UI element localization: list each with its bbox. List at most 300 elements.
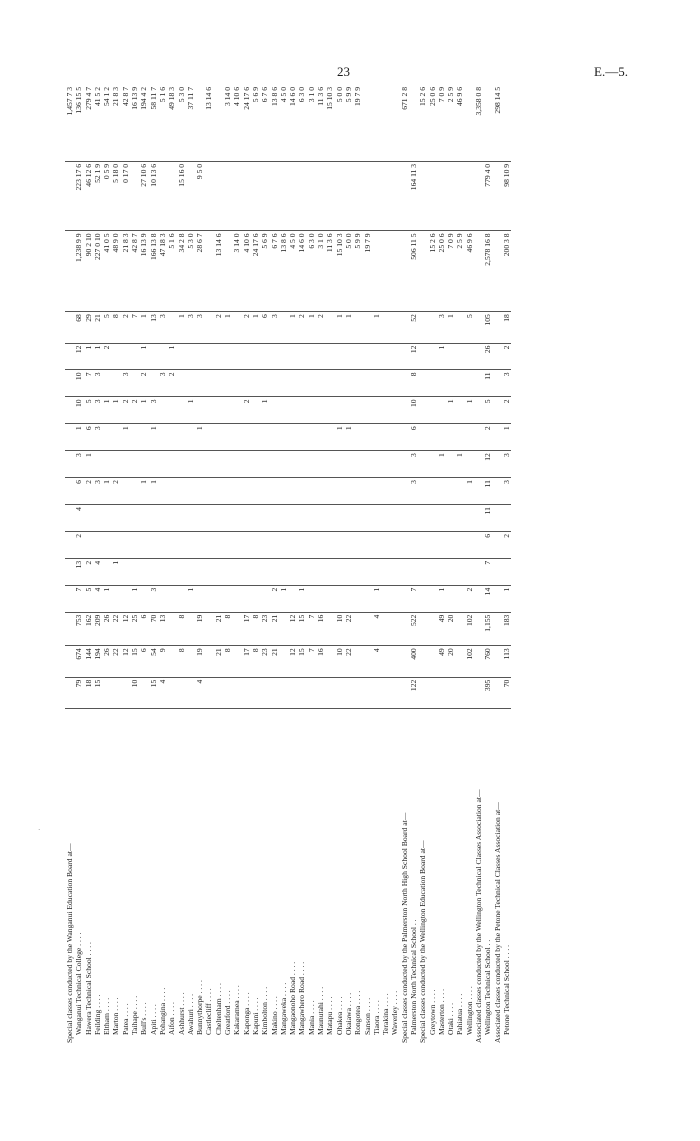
- cell-col-7: [474, 505, 483, 532]
- cell-col-16: [335, 161, 344, 231]
- cell-col-7: [214, 505, 223, 532]
- cell-col-5: [344, 558, 353, 585]
- cell-col-5: 2: [84, 558, 93, 585]
- cell-col-14: [279, 312, 288, 343]
- cell-col-1: [465, 677, 474, 708]
- cell-col-16: [204, 161, 213, 231]
- cell-col-5: [130, 558, 139, 585]
- cell-col-4: [251, 585, 260, 612]
- cell-col-15: 90 2 10: [84, 231, 93, 312]
- cell-col-13: [372, 343, 381, 370]
- cell-col-10: 1: [149, 424, 158, 451]
- cell-col-5: [297, 558, 306, 585]
- cell-col-7: 4: [74, 505, 83, 532]
- cell-col-8: [195, 478, 204, 505]
- cell-col-16: [186, 161, 195, 231]
- cell-col-9: [400, 451, 409, 478]
- cell-col-11: [418, 397, 427, 424]
- table-row: [372, 85, 381, 1045]
- cell-col-1: [65, 677, 74, 708]
- cell-col-4: [195, 585, 204, 612]
- cell-total: [409, 85, 418, 161]
- cell-col-6: [121, 531, 130, 558]
- cell-col-1: [400, 677, 409, 708]
- cell-col-8: 1: [465, 478, 474, 505]
- cell-col-8: [428, 478, 437, 505]
- cell-col-2: 674: [74, 646, 83, 677]
- cell-col-16: [428, 161, 437, 231]
- cell-col-15: 6 7 6: [270, 231, 279, 312]
- cell-col-10: 1: [195, 424, 204, 451]
- cell-col-10: [242, 424, 251, 451]
- cell-col-16: [307, 161, 316, 231]
- cell-col-13: [493, 343, 502, 370]
- row-label: Bull's . . . .: [139, 1002, 149, 1035]
- cell-col-8: [474, 478, 483, 505]
- cell-col-16: [400, 161, 409, 231]
- cell-col-16: [465, 161, 474, 231]
- cell-col-6: [260, 531, 269, 558]
- cell-col-4: [474, 585, 483, 612]
- cell-col-3: 25: [130, 612, 139, 646]
- cell-col-5: [437, 558, 446, 585]
- row-label: Castlecliff . . . .: [204, 988, 214, 1035]
- table-row: [437, 85, 446, 1045]
- cell-col-10: [400, 424, 409, 451]
- cell-col-16: 10 13 6: [149, 161, 158, 231]
- cell-col-9: [372, 451, 381, 478]
- cell-col-5: [242, 558, 251, 585]
- cell-col-4: [232, 585, 241, 612]
- cell-col-6: [455, 531, 464, 558]
- table-row: [186, 85, 195, 1045]
- cell-col-14: 5: [102, 312, 111, 343]
- cell-total: 19 7 9: [353, 85, 362, 161]
- cell-col-1: [428, 677, 437, 708]
- cell-col-16: [372, 161, 381, 231]
- cell-col-14: 3: [270, 312, 279, 343]
- cell-col-1: 395: [483, 677, 492, 708]
- cell-col-13: 2: [502, 343, 511, 370]
- cell-col-4: [177, 585, 186, 612]
- cell-col-8: [437, 478, 446, 505]
- cell-col-5: [372, 558, 381, 585]
- cell-col-5: [204, 558, 213, 585]
- row-label: Eltham . . . .: [102, 997, 112, 1035]
- cell-total: [214, 85, 223, 161]
- cell-col-15: [65, 231, 74, 312]
- cell-col-6: [84, 531, 93, 558]
- cell-col-9: [242, 451, 251, 478]
- cell-col-11: [288, 397, 297, 424]
- cell-col-6: [223, 531, 232, 558]
- cell-col-13: [186, 343, 195, 370]
- table-row: [167, 85, 176, 1045]
- cell-col-10: [167, 424, 176, 451]
- cell-col-4: [158, 585, 167, 612]
- cell-col-7: [428, 505, 437, 532]
- cell-col-7: [465, 505, 474, 532]
- cell-col-11: 2: [502, 397, 511, 424]
- cell-col-9: [149, 451, 158, 478]
- table-row: [493, 85, 502, 1045]
- cell-total: 3,358 0 8: [474, 85, 483, 161]
- cell-col-6: [400, 531, 409, 558]
- cell-col-5: [167, 558, 176, 585]
- cell-col-7: [372, 505, 381, 532]
- cell-col-12: [344, 370, 353, 397]
- cell-col-10: [446, 424, 455, 451]
- cell-col-7: [84, 505, 93, 532]
- cell-col-6: [232, 531, 241, 558]
- cell-col-5: [195, 558, 204, 585]
- cell-col-8: 3: [502, 478, 511, 505]
- cell-col-2: 12: [121, 646, 130, 677]
- cell-col-4: [288, 585, 297, 612]
- cell-col-6: [270, 531, 279, 558]
- cell-col-3: 522: [409, 612, 418, 646]
- cell-col-8: [251, 478, 260, 505]
- cell-col-14: 1: [223, 312, 232, 343]
- cell-total: 136 15 5: [74, 85, 83, 161]
- cell-col-9: 1: [437, 451, 446, 478]
- cell-col-15: 21 8 3: [121, 231, 130, 312]
- cell-col-14: 2: [121, 312, 130, 343]
- row-label: Palmerston North Technical School . .: [408, 919, 418, 1035]
- table-row: [111, 85, 120, 1045]
- cell-col-7: [316, 505, 325, 532]
- cell-col-7: [270, 505, 279, 532]
- cell-col-11: [204, 397, 213, 424]
- cell-col-4: [242, 585, 251, 612]
- cell-col-12: [242, 370, 251, 397]
- cell-col-1: [316, 677, 325, 708]
- cell-col-8: [177, 478, 186, 505]
- cell-col-5: [270, 558, 279, 585]
- cell-col-1: [223, 677, 232, 708]
- cell-col-8: [446, 478, 455, 505]
- cell-col-2: 10: [335, 646, 344, 677]
- cell-col-12: [232, 370, 241, 397]
- cell-total: [465, 85, 474, 161]
- cell-col-12: [251, 370, 260, 397]
- cell-col-1: [307, 677, 316, 708]
- cell-col-9: 1: [84, 451, 93, 478]
- cell-col-1: 15: [149, 677, 158, 708]
- cell-col-5: [102, 558, 111, 585]
- cell-col-16: 0 5 9: [102, 161, 111, 231]
- cell-col-2: [428, 646, 437, 677]
- cell-col-2: 21: [214, 646, 223, 677]
- cell-col-13: [204, 343, 213, 370]
- cell-col-10: [158, 424, 167, 451]
- cell-col-2: 8: [223, 646, 232, 677]
- cell-col-1: [288, 677, 297, 708]
- cell-col-8: [335, 478, 344, 505]
- cell-col-13: [316, 343, 325, 370]
- cell-col-2: 15: [297, 646, 306, 677]
- cell-col-13: [465, 343, 474, 370]
- table-row: [204, 85, 213, 1045]
- cell-col-14: 1: [251, 312, 260, 343]
- cell-col-4: [204, 585, 213, 612]
- cell-col-5: [381, 558, 390, 585]
- cell-col-7: [502, 505, 511, 532]
- cell-col-3: 26: [102, 612, 111, 646]
- cell-col-6: [177, 531, 186, 558]
- cell-col-6: [474, 531, 483, 558]
- cell-col-3: 753: [74, 612, 83, 646]
- cell-col-8: 11: [483, 478, 492, 505]
- cell-col-9: [251, 451, 260, 478]
- cell-total: [390, 85, 399, 161]
- row-label: Wellington Technical School . .: [483, 939, 493, 1035]
- cell-total: 37 11 7: [186, 85, 195, 161]
- cell-col-10: [270, 424, 279, 451]
- row-label: Bunnythorpe . . . .: [195, 980, 205, 1035]
- cell-col-12: 2: [167, 370, 176, 397]
- cell-col-3: 7: [307, 612, 316, 646]
- cell-total: 49 18 3: [167, 85, 176, 161]
- cell-col-5: [390, 558, 399, 585]
- cell-col-1: [102, 677, 111, 708]
- cell-col-13: [400, 343, 409, 370]
- cell-col-9: [474, 451, 483, 478]
- cell-total: 21 8 3: [111, 85, 120, 161]
- cell-col-11: 1: [260, 397, 269, 424]
- cell-col-16: [65, 161, 74, 231]
- cell-col-6: 2: [74, 531, 83, 558]
- cell-col-9: [307, 451, 316, 478]
- cell-col-9: [390, 451, 399, 478]
- cell-col-15: 200 3 8: [502, 231, 511, 312]
- cell-col-7: [344, 505, 353, 532]
- table-row: [251, 85, 260, 1045]
- cell-col-2: 8: [177, 646, 186, 677]
- cell-col-15: 25 0 6: [437, 231, 446, 312]
- cell-col-6: [102, 531, 111, 558]
- row-label: Mangaonoho Road . . . .: [288, 961, 298, 1035]
- cell-col-16: [297, 161, 306, 231]
- cell-col-9: [130, 451, 139, 478]
- cell-col-13: [446, 343, 455, 370]
- cell-col-2: 8: [251, 646, 260, 677]
- cell-col-10: 1: [74, 424, 83, 451]
- table-row: [409, 85, 418, 1045]
- cell-col-1: [232, 677, 241, 708]
- cell-col-10: 1: [344, 424, 353, 451]
- cell-col-5: 4: [93, 558, 102, 585]
- table-row: [93, 85, 102, 1045]
- cell-col-13: [158, 343, 167, 370]
- cell-total: 5 0 0: [335, 85, 344, 161]
- cell-col-11: [316, 397, 325, 424]
- cell-col-16: [455, 161, 464, 231]
- cell-col-16: [214, 161, 223, 231]
- cell-col-16: 5 18 0: [111, 161, 120, 231]
- cell-col-8: [232, 478, 241, 505]
- cell-total: 14 6 0: [288, 85, 297, 161]
- cell-col-9: [381, 451, 390, 478]
- cell-col-7: [186, 505, 195, 532]
- page-reference: E.—5.: [594, 64, 628, 79]
- cell-col-11: 2: [130, 397, 139, 424]
- cell-col-10: 1: [121, 424, 130, 451]
- cell-col-12: [363, 370, 372, 397]
- cell-total: 671 2 8: [400, 85, 409, 161]
- cell-col-12: [474, 370, 483, 397]
- cell-col-2: [390, 646, 399, 677]
- cell-col-4: [316, 585, 325, 612]
- cell-col-8: [214, 478, 223, 505]
- cell-col-1: [474, 677, 483, 708]
- cell-col-8: [158, 478, 167, 505]
- cell-col-14: 1: [288, 312, 297, 343]
- cell-total: 6 3 0: [297, 85, 306, 161]
- cell-col-16: [251, 161, 260, 231]
- cell-col-1: [242, 677, 251, 708]
- cell-col-16: [363, 161, 372, 231]
- cell-col-9: [493, 451, 502, 478]
- row-label: Makino . . . .: [269, 996, 279, 1035]
- cell-col-13: 12: [409, 343, 418, 370]
- cell-col-8: [297, 478, 306, 505]
- cell-col-10: [316, 424, 325, 451]
- cell-col-3: [428, 612, 437, 646]
- cell-col-10: 6: [84, 424, 93, 451]
- cell-col-14: [418, 312, 427, 343]
- cell-col-9: [158, 451, 167, 478]
- cell-col-16: 779 4 0: [483, 161, 492, 231]
- cell-col-6: [465, 531, 474, 558]
- cell-col-2: 17: [242, 646, 251, 677]
- cell-col-8: [344, 478, 353, 505]
- row-label: Maunutahi . . . .: [316, 986, 326, 1035]
- cell-col-16: [232, 161, 241, 231]
- cell-total: 2 5 9: [446, 85, 455, 161]
- cell-col-2: 54: [149, 646, 158, 677]
- cell-col-3: [474, 612, 483, 646]
- cell-col-14: 3: [437, 312, 446, 343]
- cell-col-4: [493, 585, 502, 612]
- cell-col-6: 6: [483, 531, 492, 558]
- cell-total: 279 4 7: [84, 85, 93, 161]
- cell-col-4: 1: [502, 585, 511, 612]
- cell-total: 24 17 6: [242, 85, 251, 161]
- cell-col-11: 1: [186, 397, 195, 424]
- cell-col-8: 3: [409, 478, 418, 505]
- cell-col-9: 1: [455, 451, 464, 478]
- cell-col-2: 102: [465, 646, 474, 677]
- cell-col-5: [65, 558, 74, 585]
- cell-col-8: 1: [139, 478, 148, 505]
- cell-col-3: 21: [270, 612, 279, 646]
- cell-col-13: 1: [139, 343, 148, 370]
- table-row: [223, 85, 232, 1045]
- cell-col-12: [455, 370, 464, 397]
- cell-col-14: 105: [483, 312, 492, 343]
- cell-col-7: [251, 505, 260, 532]
- cell-col-3: 23: [260, 612, 269, 646]
- cell-col-15: [493, 231, 502, 312]
- cell-col-10: [139, 424, 148, 451]
- cell-col-7: [279, 505, 288, 532]
- cell-col-13: [455, 343, 464, 370]
- cell-col-13: 12: [74, 343, 83, 370]
- cell-col-1: [353, 677, 362, 708]
- cell-col-9: [195, 451, 204, 478]
- cell-col-2: [204, 646, 213, 677]
- cell-col-5: [455, 558, 464, 585]
- cell-col-3: [186, 612, 195, 646]
- cell-col-16: [279, 161, 288, 231]
- cell-col-11: 5: [84, 397, 93, 424]
- cell-col-7: [149, 505, 158, 532]
- cell-col-8: [65, 478, 74, 505]
- cell-col-6: [316, 531, 325, 558]
- cell-col-8: [130, 478, 139, 505]
- cell-col-2: [418, 646, 427, 677]
- cell-col-10: [214, 424, 223, 451]
- row-label: Terakina . . . .: [381, 993, 391, 1035]
- cell-col-16: 27 10 6: [139, 161, 148, 231]
- cell-col-6: [65, 531, 74, 558]
- cell-col-15: 5 9 9: [353, 231, 362, 312]
- cell-col-1: 79: [74, 677, 83, 708]
- cell-col-1: 10: [130, 677, 139, 708]
- cell-total: 1,457 7 3: [65, 85, 74, 161]
- row-label: Kaponga . . . .: [241, 992, 251, 1035]
- cell-col-5: [353, 558, 362, 585]
- cell-col-5: [260, 558, 269, 585]
- table-row: [270, 85, 279, 1045]
- cell-col-14: 2: [242, 312, 251, 343]
- cell-col-13: [325, 343, 334, 370]
- cell-col-5: [149, 558, 158, 585]
- table-row: [84, 85, 93, 1045]
- cell-total: 13 8 6: [270, 85, 279, 161]
- cell-col-7: [363, 505, 372, 532]
- table-row: [177, 85, 186, 1045]
- cell-col-9: [279, 451, 288, 478]
- cell-col-7: [390, 505, 399, 532]
- cell-col-7: [353, 505, 362, 532]
- cell-col-13: [381, 343, 390, 370]
- row-label: Sanson . . . .: [362, 997, 372, 1035]
- cell-col-13: [307, 343, 316, 370]
- cell-col-3: [363, 612, 372, 646]
- cell-col-13: [363, 343, 372, 370]
- cell-col-7: [102, 505, 111, 532]
- cell-col-6: [418, 531, 427, 558]
- cell-col-11: [270, 397, 279, 424]
- cell-col-8: 1: [149, 478, 158, 505]
- table-row: [400, 85, 409, 1045]
- cell-col-9: [121, 451, 130, 478]
- cell-col-11: [232, 397, 241, 424]
- cell-col-12: [204, 370, 213, 397]
- cell-col-4: 14: [483, 585, 492, 612]
- cell-col-11: [158, 397, 167, 424]
- cell-col-2: 12: [288, 646, 297, 677]
- cell-col-3: 22: [111, 612, 120, 646]
- cell-col-7: [177, 505, 186, 532]
- cell-col-15: 3 14 0: [232, 231, 241, 312]
- cell-col-15: [381, 231, 390, 312]
- cell-col-5: [251, 558, 260, 585]
- cell-col-4: [167, 585, 176, 612]
- cell-col-7: [223, 505, 232, 532]
